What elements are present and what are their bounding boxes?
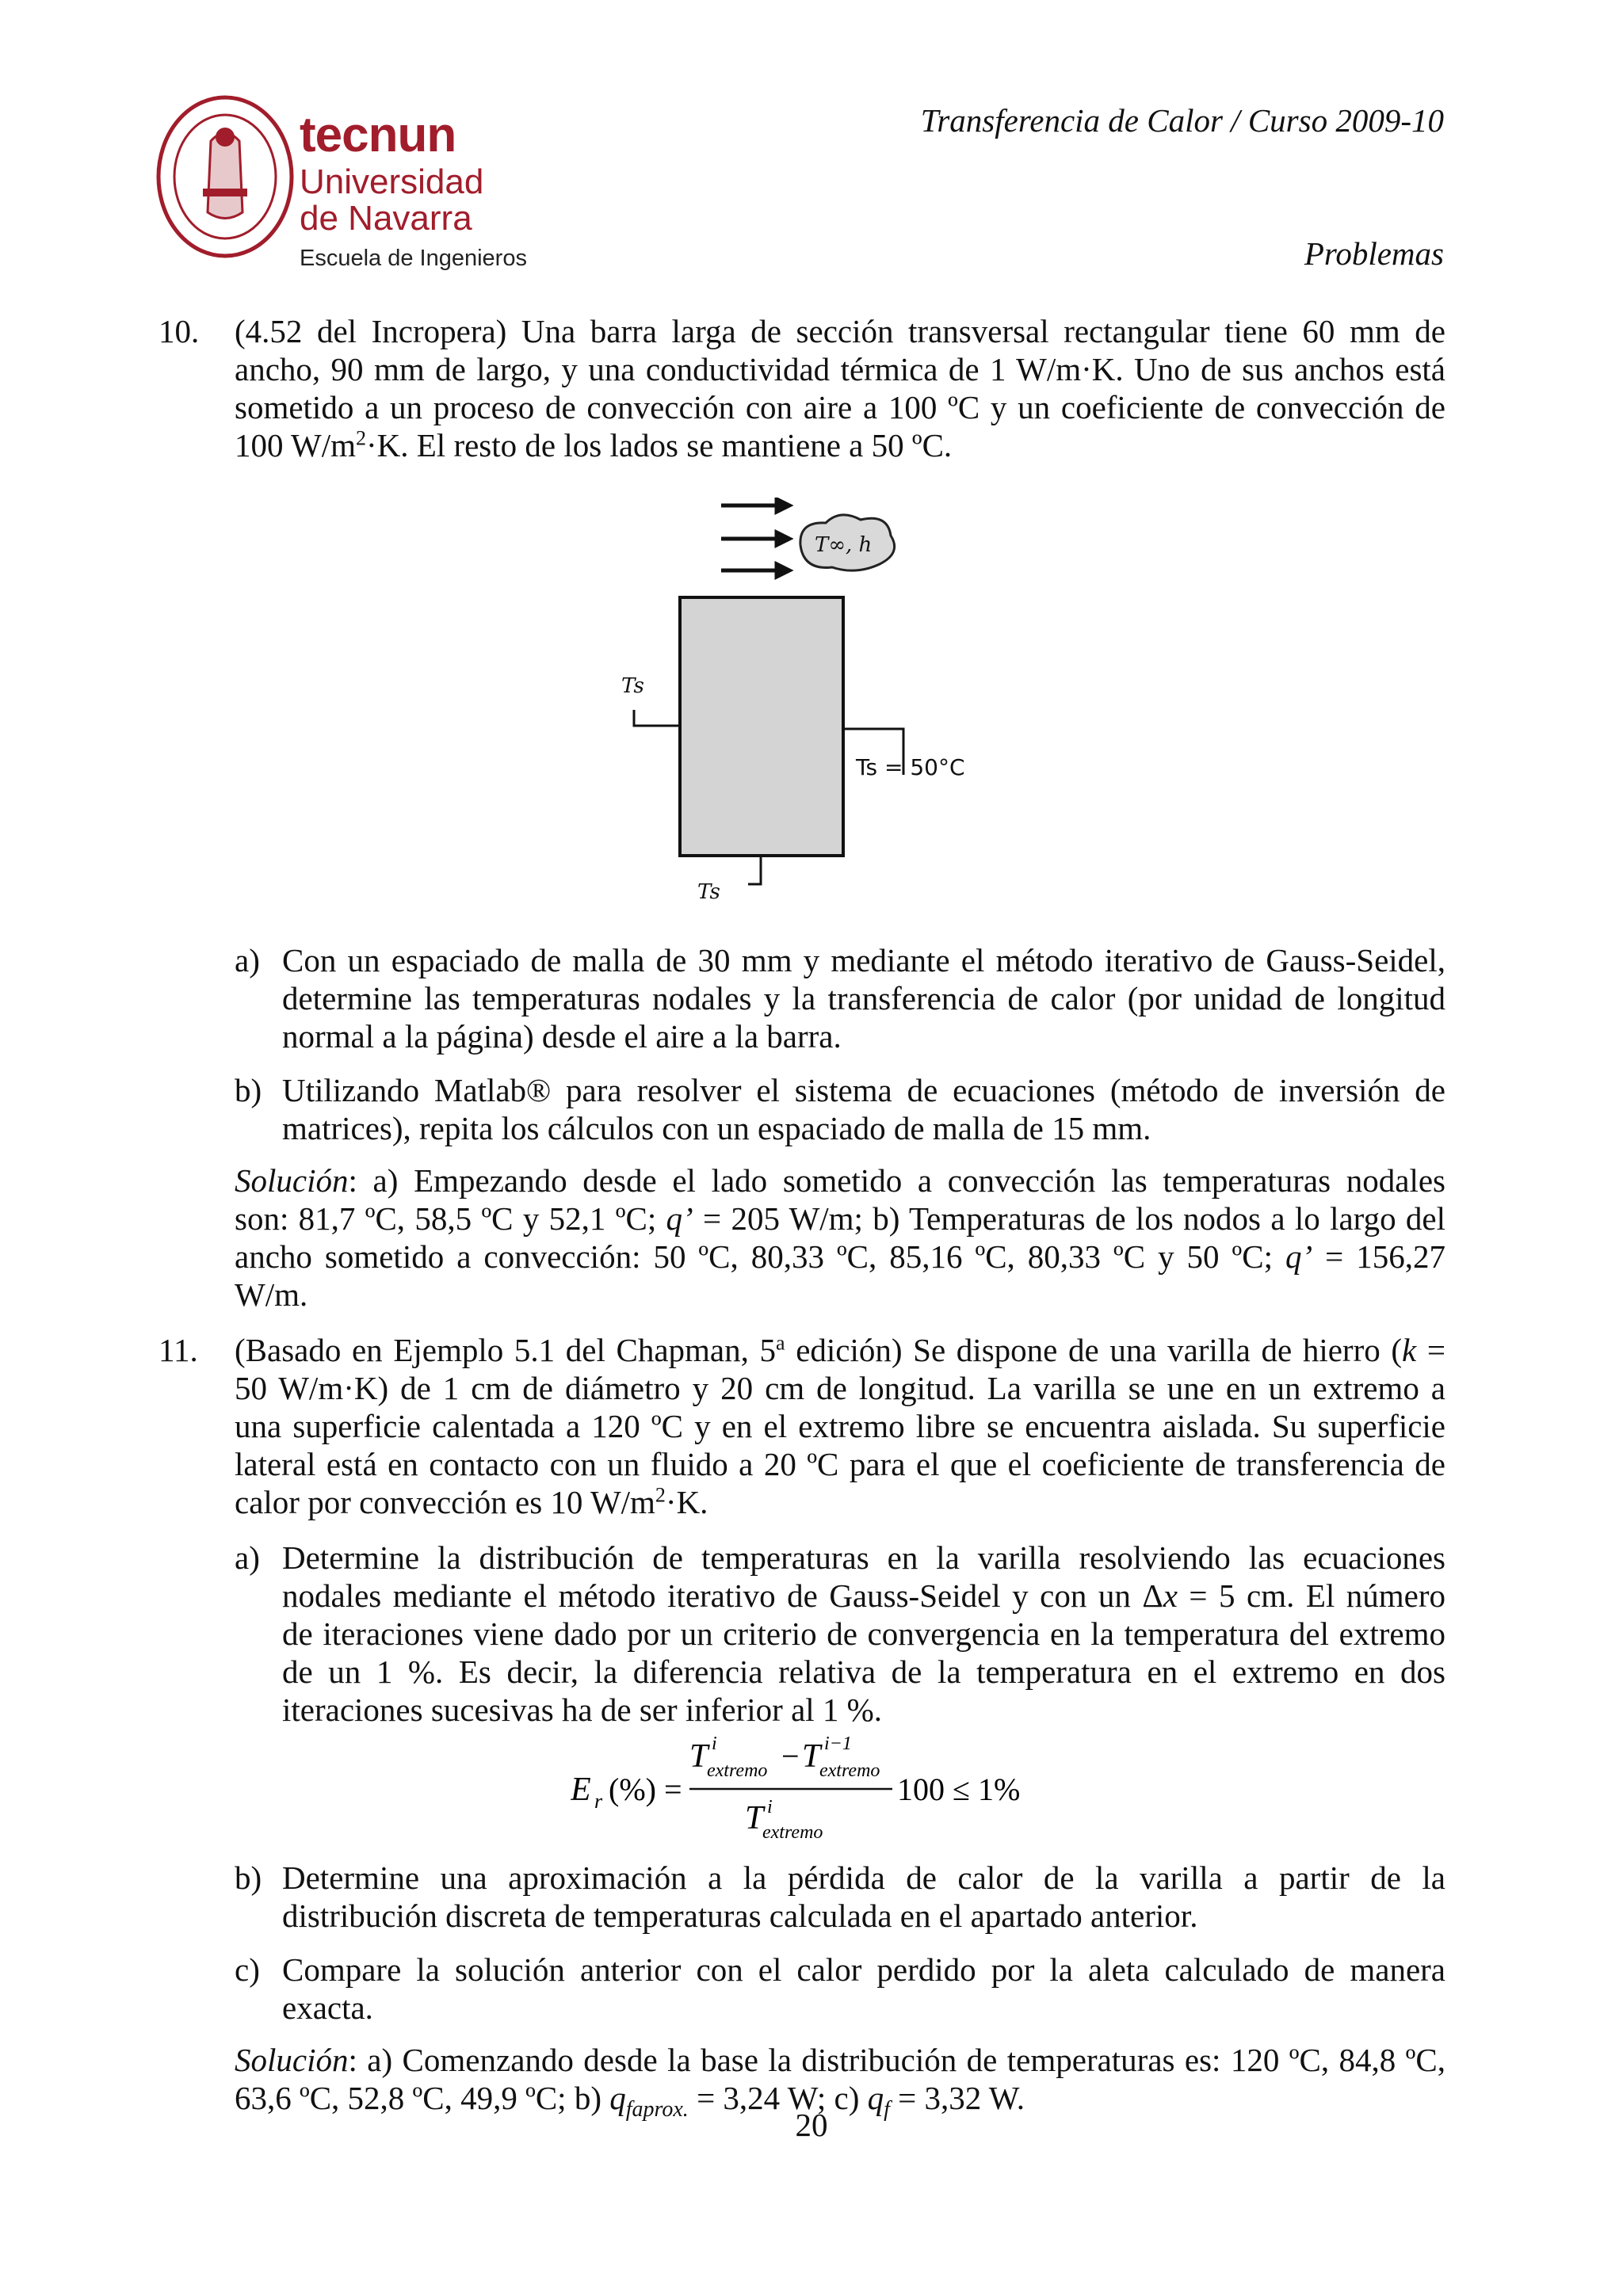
svg-text:E: E bbox=[571, 1772, 591, 1808]
problem-10-part-b: Utilizando Matlab® para resolver el sistema de ecuaciones (método de inversión de matrices), repita los cálculos con un espaciado de malla de 15 mm. bbox=[282, 1072, 1445, 1146]
item-letter: a) bbox=[235, 942, 260, 978]
statement-line: (4.52 del Incropera) Una barra larga de sección transversal rectangular tiene 60 mm de bbox=[235, 313, 1445, 349]
svg-text:extremo: extremo bbox=[819, 1760, 880, 1781]
svg-text:i: i bbox=[767, 1797, 773, 1817]
svg-text:extremo: extremo bbox=[762, 1822, 823, 1841]
bar-convection-diagram bbox=[618, 498, 983, 910]
page-number: 20 bbox=[795, 2107, 828, 2143]
svg-text:T: T bbox=[802, 1738, 821, 1775]
problem-11-number: 11. bbox=[158, 1332, 198, 1368]
svg-text:T: T bbox=[745, 1800, 764, 1836]
svg-text:T: T bbox=[689, 1738, 708, 1775]
problem-11-part-b: Determine una aproximación a la pérdida de calor de la varilla a partir de la distribución discreta de temperaturas calculada en el apartado anterior. bbox=[282, 1859, 1445, 1934]
tecnun-logo-text bbox=[300, 108, 527, 271]
logo-university-line2: de Navarra bbox=[300, 199, 472, 238]
fluid-label: T∞, h bbox=[815, 533, 873, 557]
svg-text:100 ≤ 1%: 100 ≤ 1% bbox=[897, 1772, 1021, 1807]
item-letter: a) bbox=[235, 1539, 260, 1576]
convergence-equation bbox=[571, 1730, 1046, 1841]
problem-11-solution: Solución: a) Comenzando desde la base la distribución de temperaturas es: 120 ºC, 84,8 ºC, 63,6 ºC, 52,8 ºC, 49,9 ºC; b) $q_{faprox.} = 3,24$ W; c) $q_f = 3,32$ W. bbox=[235, 2042, 1445, 2122]
ts-left-label: Ts bbox=[621, 674, 644, 698]
logo-school: Escuela de Ingenieros bbox=[300, 246, 527, 271]
ts-right-label: Ts = 50°C bbox=[856, 754, 965, 780]
problem-11-part-c: Compare la solución anterior con el calor perdido por la aleta calculado de manera exacta. bbox=[282, 1951, 1445, 2026]
problem-11-part-a: Determine la distribución de temperaturas en la varilla resolviendo las ecuaciones nodales mediante el método iterativo de Gauss-Seidel y con un Δx = 5 cm. El número de iteraciones viene dado por un criterio de convergencia en la temperatura del extremo de un 1 %. Es decir, la diferencia relativa de la temperatura en el extremo en dos iteraciones sucesivas ha de ser inferior al 1 %. bbox=[282, 1539, 1445, 1728]
header-section: Problemas bbox=[1304, 235, 1444, 272]
statement-line: ancho, 90 mm de largo, y una conductividad térmica de 1 W/m·K. Uno de sus anchos está bbox=[235, 351, 1445, 387]
item-letter: b) bbox=[235, 1859, 262, 1896]
problem-11-statement: (Basado en Ejemplo 5.1 del Chapman, 5$^a$ edición) Se dispone de una varilla de hierro (k = 50 W/m·K) de 1 cm de diámetro y 20 cm de longitud. La varilla se une en un extremo a una superficie calentada a 120 ºC y en el extremo libre se encuentra aislada. Su superficie lateral está en contacto con un fluido a 20 ºC para el que el coeficiente de transferencia de calor por convección es 10 $W/m^2\cdot K$. bbox=[235, 1331, 1446, 1520]
item-letter: b) bbox=[235, 1072, 262, 1108]
statement-line: 100 $W/m^2\cdot K$. El resto de los lados se mantiene a 50 ºC. bbox=[235, 426, 953, 463]
logo-university-line1: Universidad bbox=[300, 162, 484, 201]
svg-text:i: i bbox=[712, 1733, 717, 1754]
problem-10-solution: Solución: a) Empezando desde el lado sometido a convección las temperaturas nodales son: 81,7 ºC, 58,5 ºC y 52,1 ºC; q’ = 205 W/m; b) Temperaturas de los nodos a lo largo del ancho sometido a convección: 50 ºC, 80,33 ºC, 85,16 ºC, 80,33 ºC y 50 ºC; q’ = 156,27 W/m. bbox=[235, 1162, 1446, 1313]
svg-text:extremo: extremo bbox=[707, 1760, 768, 1781]
header-course: Transferencia de Calor / Curso 2009-10 bbox=[920, 102, 1444, 139]
svg-text:i−1: i−1 bbox=[824, 1733, 852, 1754]
statement-line: sometido a un proceso de convección con aire a 100 ºC y un coeficiente de convección de bbox=[235, 389, 1445, 425]
problem-10-statement bbox=[235, 312, 1445, 464]
problem-10-number: 10. bbox=[158, 313, 200, 349]
problem-10-part-a: Con un espaciado de malla de 30 mm y mediante el método iterativo de Gauss-Seidel, determine las temperaturas nodales y la transferencia de calor (por unidad de longitud normal a la página) desde el aire a la barra. bbox=[282, 942, 1445, 1055]
ts-bottom-label: Ts bbox=[697, 880, 720, 904]
bar-cross-section bbox=[680, 597, 843, 856]
university-seal-logo bbox=[155, 93, 295, 260]
svg-text:(%) =: (%) = bbox=[609, 1772, 682, 1807]
item-letter: c) bbox=[235, 1951, 260, 1988]
flow-arrows bbox=[721, 499, 789, 577]
svg-text:r: r bbox=[594, 1790, 603, 1813]
svg-text:−: − bbox=[781, 1738, 800, 1774]
logo-brand: tecnun bbox=[300, 108, 456, 162]
